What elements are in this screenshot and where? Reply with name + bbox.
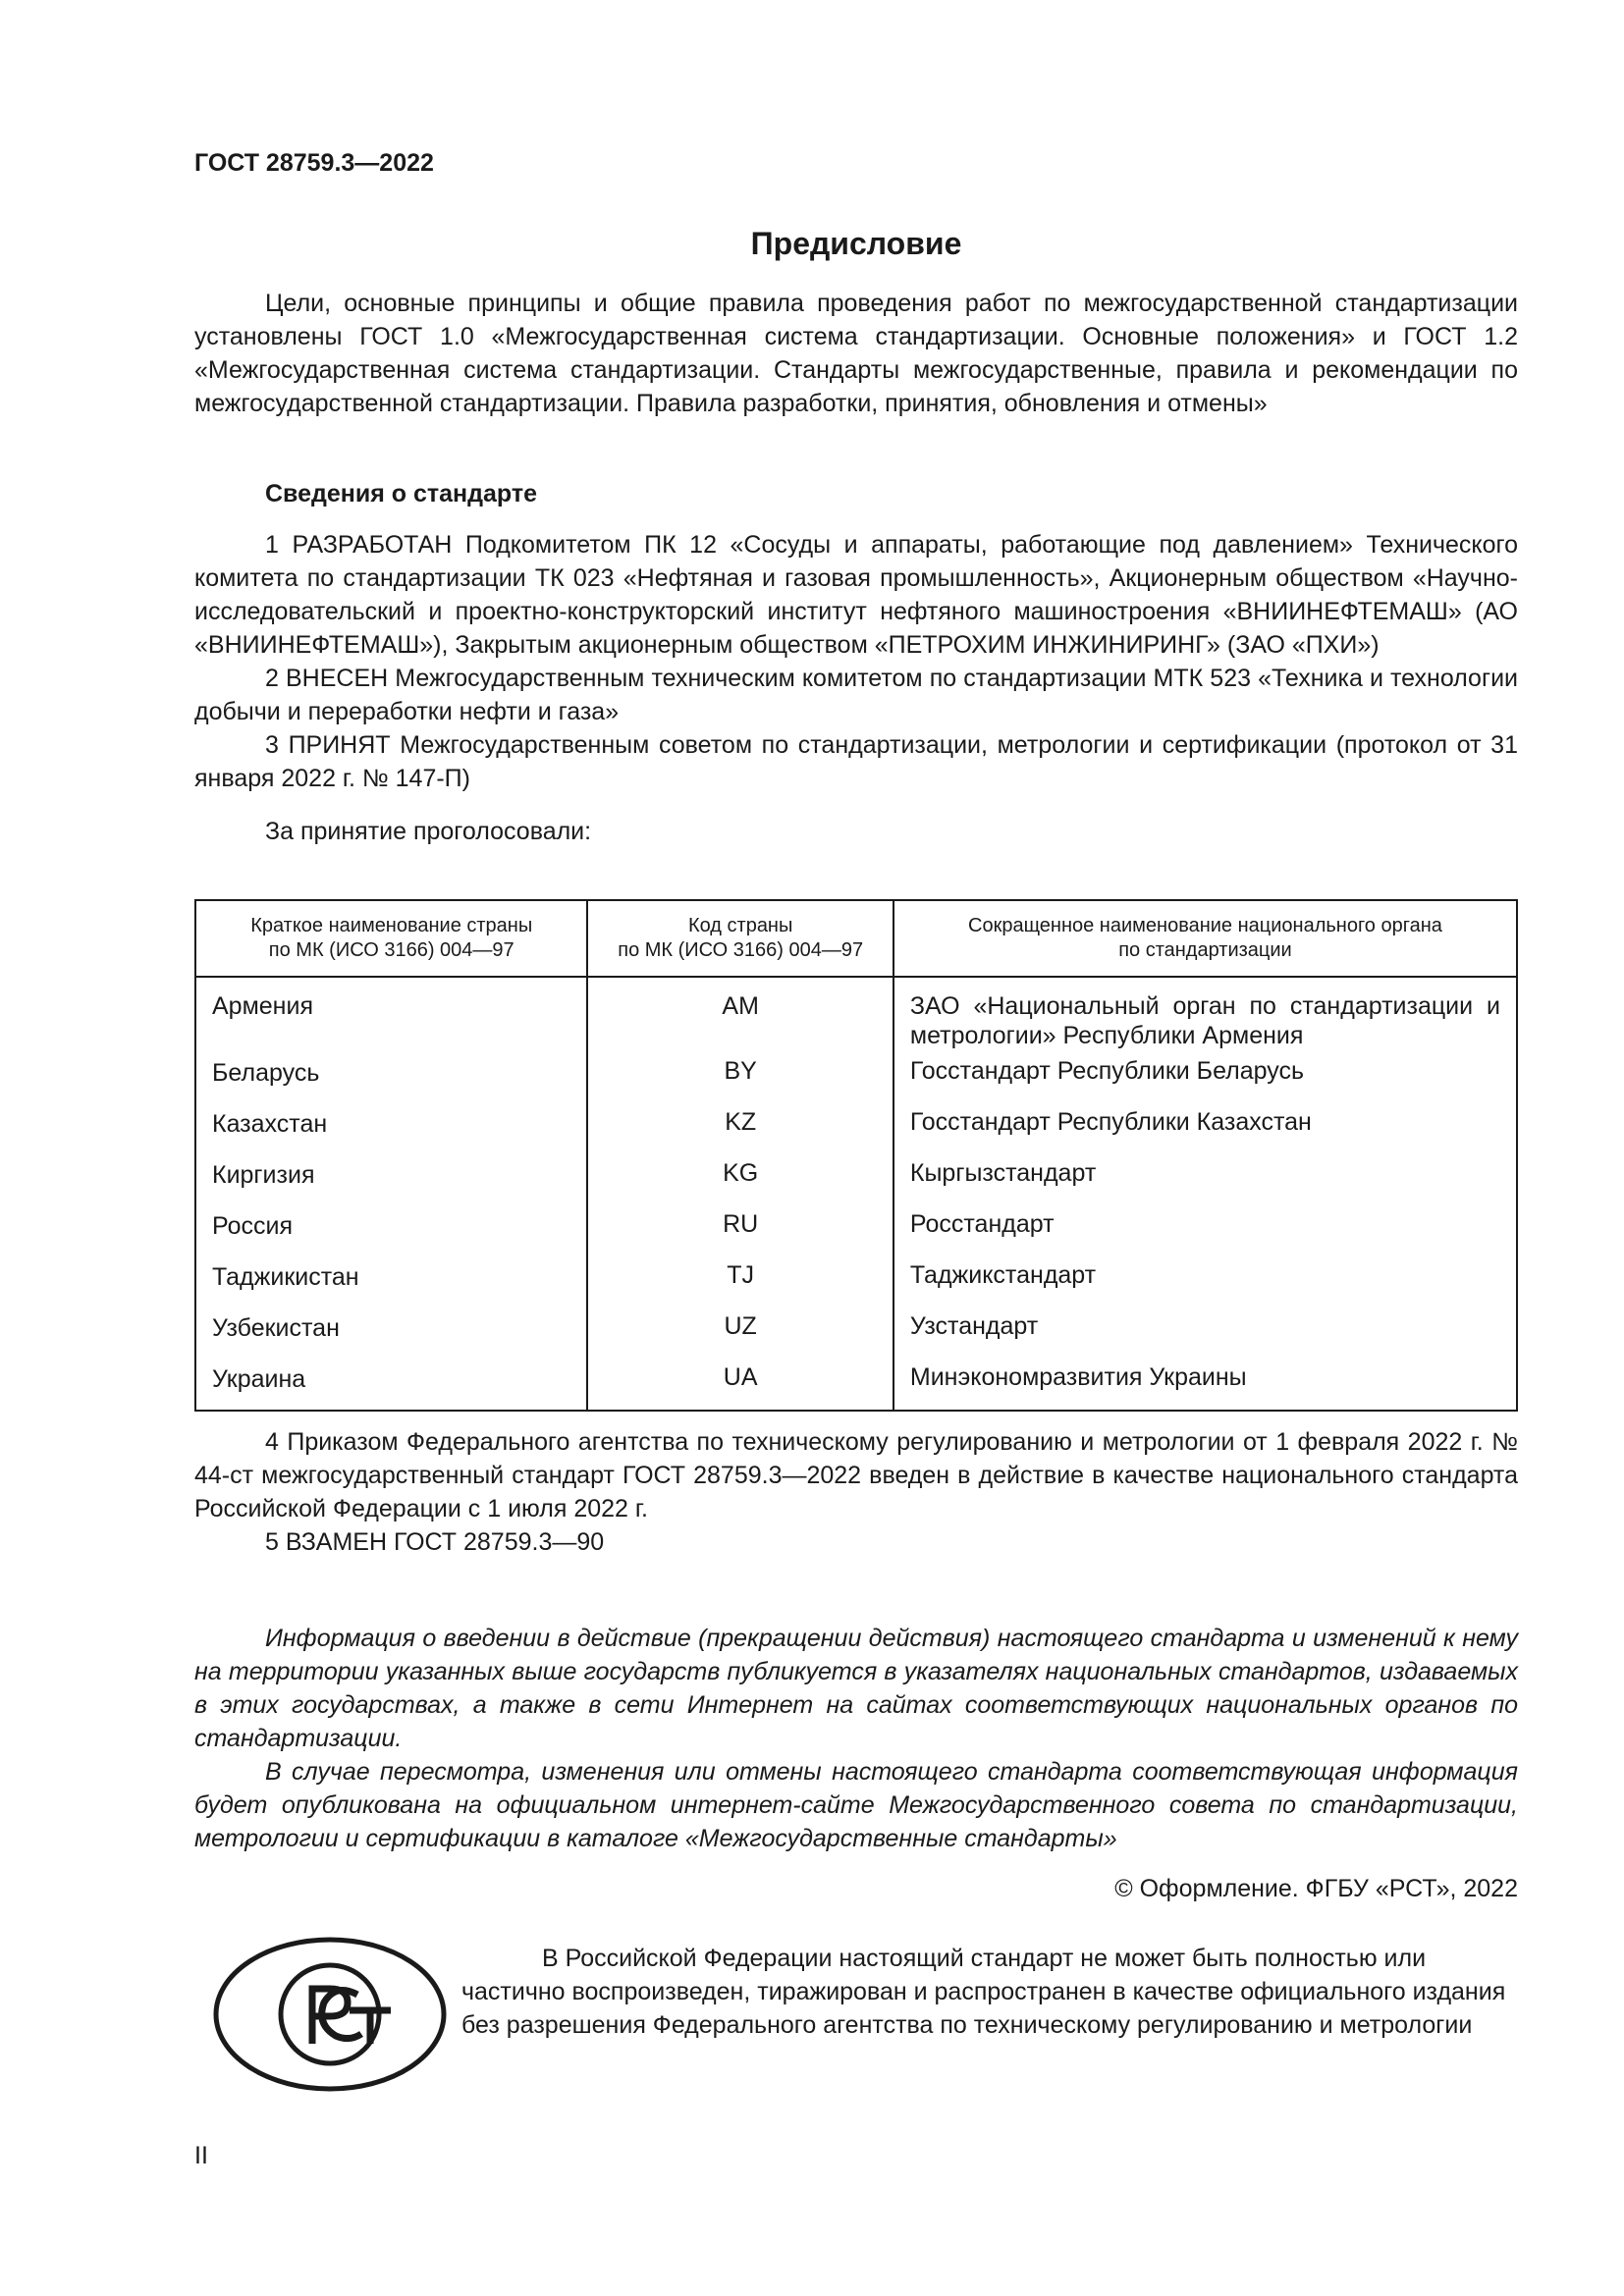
info-para-2: В случае пересмотра, изменения или отмены настоящего стандарта соответствующая информация будет опубликована на официальном интернет-сайте Межгосударственного совета по стандартизации, метрологии и сертификации в каталоге «Межгосударственные стандарты» (194, 1758, 1518, 1852)
cell-body: Кыргызстандарт (893, 1158, 1517, 1209)
cell-country: Армения (195, 977, 587, 1056)
cell-code: UZ (587, 1311, 893, 1362)
header-code-line2: по МК (ИСО 3166) 004—97 (618, 939, 864, 961)
header-country-line2: по МК (ИСО 3166) 004—97 (268, 939, 514, 961)
standard-id: ГОСТ 28759.3—2022 (194, 149, 434, 177)
voted-label: За принятие проголосовали: (265, 818, 592, 845)
about-item-2: 2 ВНЕСЕН Межгосударственным техническим комитетом по стандартизации МТК 523 «Техника и технологии добычи и переработки нефти и газа» (194, 665, 1518, 725)
cell-body: Росстандарт (893, 1209, 1517, 1260)
reproduction-notice-block (461, 1942, 1518, 2042)
cell-code: TJ (587, 1260, 893, 1311)
enactment-block (194, 1425, 1518, 1559)
table-row (195, 1056, 1517, 1107)
countries-table (194, 899, 1518, 1412)
table-row (195, 1362, 1517, 1411)
cell-body: Таджикстандарт (893, 1260, 1517, 1311)
cell-country: Казахстан (195, 1107, 587, 1158)
cell-code: BY (587, 1056, 893, 1107)
cell-code: RU (587, 1209, 893, 1260)
about-item-5: 5 ВЗАМЕН ГОСТ 28759.3—90 (265, 1528, 605, 1556)
table-row (195, 1311, 1517, 1362)
table-row (195, 1158, 1517, 1209)
cell-body: ЗАО «Национальный орган по стандартизации и метрологии» Республики Армения (893, 977, 1517, 1056)
about-item-4: 4 Приказом Федерального агентства по техническому регулированию и метрологии от 1 февраля 2022 г. № 44-ст межгосударственный стандарт ГОСТ 28759.3—2022 введен в действие в качестве национального стандарта Российской Федерации с 1 июля 2022 г. (194, 1428, 1518, 1522)
cell-country: Таджикистан (195, 1260, 587, 1311)
header-body (893, 900, 1517, 977)
cell-body: Госстандарт Республики Казахстан (893, 1107, 1517, 1158)
cell-code: KG (587, 1158, 893, 1209)
preface-title: Предисловие (750, 226, 962, 261)
header-country (195, 900, 587, 977)
about-item-1: 1 РАЗРАБОТАН Подкомитетом ПК 12 «Сосуды и аппараты, работающие под давлением» Технического комитета по стандартизации ТК 023 «Нефтяная и газовая промышленность», Акционерным обществом «Научно-исследовательский и проектно-конструкторский институт нефтяного машиностроения «ВНИИНЕФТЕМАШ» (АО «ВНИИНЕФТЕМАШ»), Закрытым акционерным обществом «ПЕТРОХИМ ИНЖИНИРИНГ» (ЗАО «ПХИ») (194, 531, 1518, 659)
cell-code: KZ (587, 1107, 893, 1158)
cell-body: Минэкономразвития Украины (893, 1362, 1517, 1411)
cell-country: Киргизия (195, 1158, 587, 1209)
copyright: © Оформление. ФГБУ «РСТ», 2022 (1114, 1875, 1518, 1902)
table-row (195, 977, 1517, 1056)
about-item-3: 3 ПРИНЯТ Межгосударственным советом по стандартизации, метрологии и сертификации (протокол от 31 января 2022 г. № 147-П) (194, 731, 1518, 792)
table-header-row (195, 900, 1517, 977)
cell-body: Госстандарт Республики Беларусь (893, 1056, 1517, 1107)
header-body-line2: по стандартизации (1118, 939, 1292, 961)
cell-body: Узстандарт (893, 1311, 1517, 1362)
info-block (194, 1622, 1518, 1855)
page-number: II (194, 2142, 208, 2169)
countries-table-block (194, 899, 1518, 1412)
cell-code: AM (587, 977, 893, 1056)
header-country-line1: Краткое наименование страны (250, 915, 533, 936)
rst-logo-icon (210, 1934, 450, 2095)
header-body-line1: Сокращенное наименование национального органа (968, 915, 1442, 936)
reproduction-notice: В Российской Федерации настоящий стандарт не может быть полностью или частично воспроизведен, тиражирован и распространен в качестве официального издания без разрешения Федерального агентства по техническому регулированию и метрологии (461, 1945, 1506, 2039)
cell-country: Украина (195, 1362, 587, 1411)
table-row (195, 1260, 1517, 1311)
preface-intro: Цели, основные принципы и общие правила проведения работ по межгосударственной стандартизации установлены ГОСТ 1.0 «Межгосударственная система стандартизации. Основные положения» и ГОСТ 1.2 «Межгосударственная система стандартизации. Стандарты межгосударственные, правила и рекомендации по межгосударственной стандартизации. Правила разработки, принятия, обновления и отмены» (194, 290, 1518, 417)
cell-country: Россия (195, 1209, 587, 1260)
about-block (194, 477, 1518, 848)
cell-country: Узбекистан (195, 1311, 587, 1362)
info-para-1: Информация о введении в действие (прекращении действия) настоящего стандарта и изменений к нему на территории указанных выше государств публикуется в указателях национальных стандартов, издаваемых в этих государствах, а также в сети Интернет на сайтах соответствующих национальных органов по стандартизации. (194, 1625, 1518, 1752)
preface-intro-block (194, 287, 1518, 420)
about-heading: Сведения о стандарте (265, 480, 538, 507)
header-code-line1: Код страны (687, 915, 793, 936)
table-row (195, 1107, 1517, 1158)
header-code (587, 900, 893, 977)
cell-country: Беларусь (195, 1056, 587, 1107)
cell-code: UA (587, 1362, 893, 1411)
table-row (195, 1209, 1517, 1260)
